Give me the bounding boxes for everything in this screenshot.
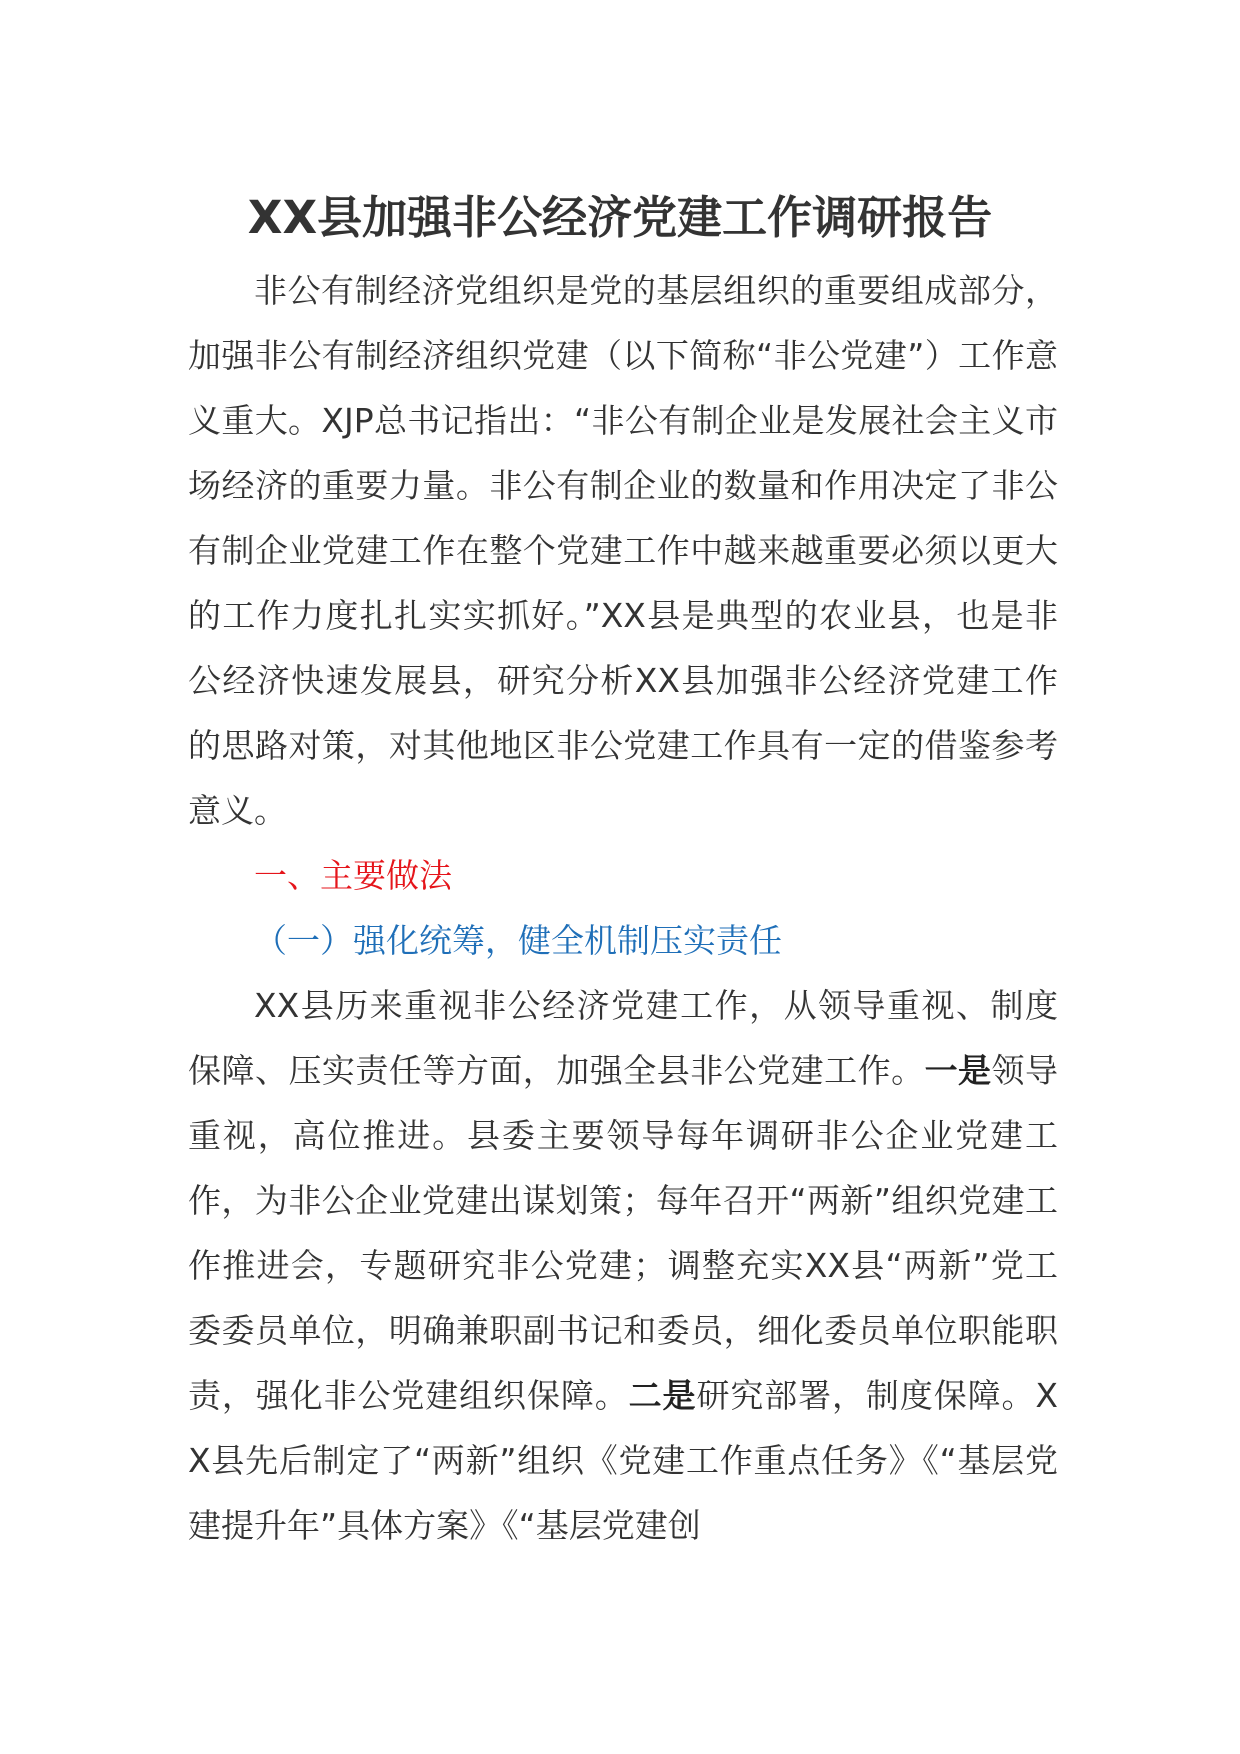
bold-marker-second: 二是	[628, 1376, 697, 1415]
document-body	[188, 258, 1058, 1558]
paragraph-text: 领导重视，高位推进。县委主要领导每年调研非公企业党建工作，为非公企业党建出谋划策；每年召开“两新”组织党建工作推进会，专题研究非公党建；调整充实XX县“两新”党工委委员单位，明确兼职副书记和委员，细化委员单位职能职责，强化非公党建组织保障。	[188, 1051, 1059, 1415]
bold-marker-first: 一是	[924, 1051, 992, 1090]
document-title: XX县加强非公经济党建工作调研报告	[247, 191, 993, 244]
coordination-paragraph	[188, 973, 1058, 1558]
subsection-heading-coordination: （一）强化统筹，健全机制压实责任	[254, 921, 782, 960]
section-heading-main-practices: 一、主要做法	[254, 856, 452, 895]
paragraph-text: XX县历来重视非公经济党建工作，从领导重视、制度保障、压实责任等方面，加强全县非公党建工作。	[188, 986, 1058, 1090]
intro-paragraph: 非公有制经济党组织是党的基层组织的重要组成部分，加强非公有制经济组织党建（以下简称“非公党建”）工作意义重大。XJP总书记指出：“非公有制企业是发展社会主义市场经济的重要力量。非公有制企业的数量和作用决定了非公有制企业党建工作在整个党建工作中越来越重要必须以更大的工作力度扎扎实实抓好。”XX县是典型的农业县，也是非公经济快速发展县，研究分析XX县加强非公经济党建工作的思路对策，对其他地区非公党建工作具有一定的借鉴参考意义。	[188, 271, 1058, 830]
paragraph-text: 研究部署，制度保障。XX县先后制定了“两新”组织《党建工作重点任务》《“基层党建提升年”具体方案》《“基层党建创	[188, 1376, 1059, 1545]
